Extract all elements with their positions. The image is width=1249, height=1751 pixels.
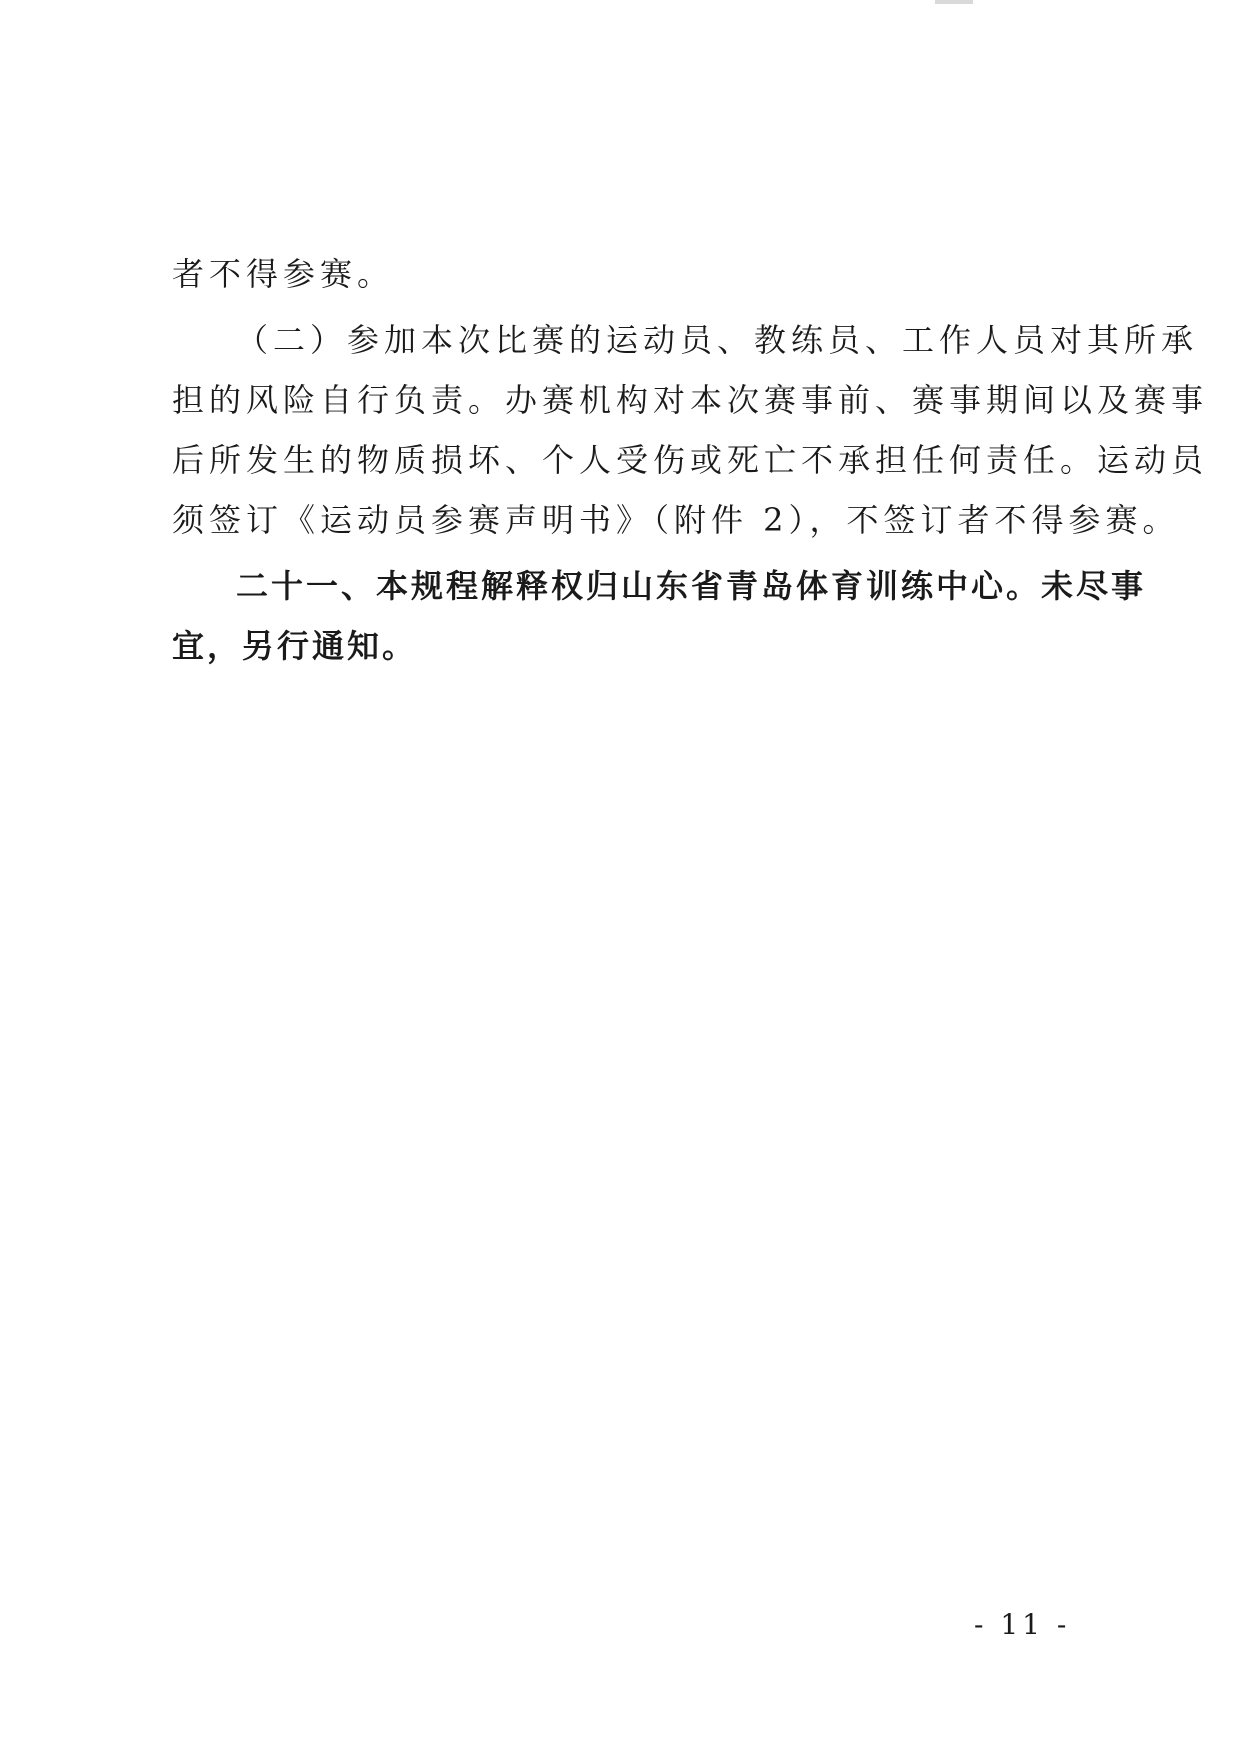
bold-text-line: 宜，另行通知。 <box>172 627 418 665</box>
page-number: - 11 - <box>974 1608 1071 1641</box>
text-line: （二）参加本次比赛的运动员、教练员、工作人员对其所承 <box>236 321 1199 359</box>
paragraph-interpretation <box>172 556 1147 676</box>
scan-mark <box>935 0 973 4</box>
text-line: 后所发生的物质损坏、个人受伤或死亡不承担任何责任。运动员 <box>172 441 1209 479</box>
paragraph-liability <box>172 310 1209 550</box>
text-line: 者不得参赛。 <box>172 255 395 293</box>
bold-text-line: 二十一、本规程解释权归山东省青岛体育训练中心。未尽事 <box>236 567 1147 605</box>
paragraph-continuation <box>172 244 1094 304</box>
document-body <box>172 244 1209 676</box>
text-line: 须签订《运动员参赛声明书》（附件 2），不签订者不得参赛。 <box>172 501 1180 539</box>
text-line: 担的风险自行负责。办赛机构对本次赛事前、赛事期间以及赛事 <box>172 381 1209 419</box>
